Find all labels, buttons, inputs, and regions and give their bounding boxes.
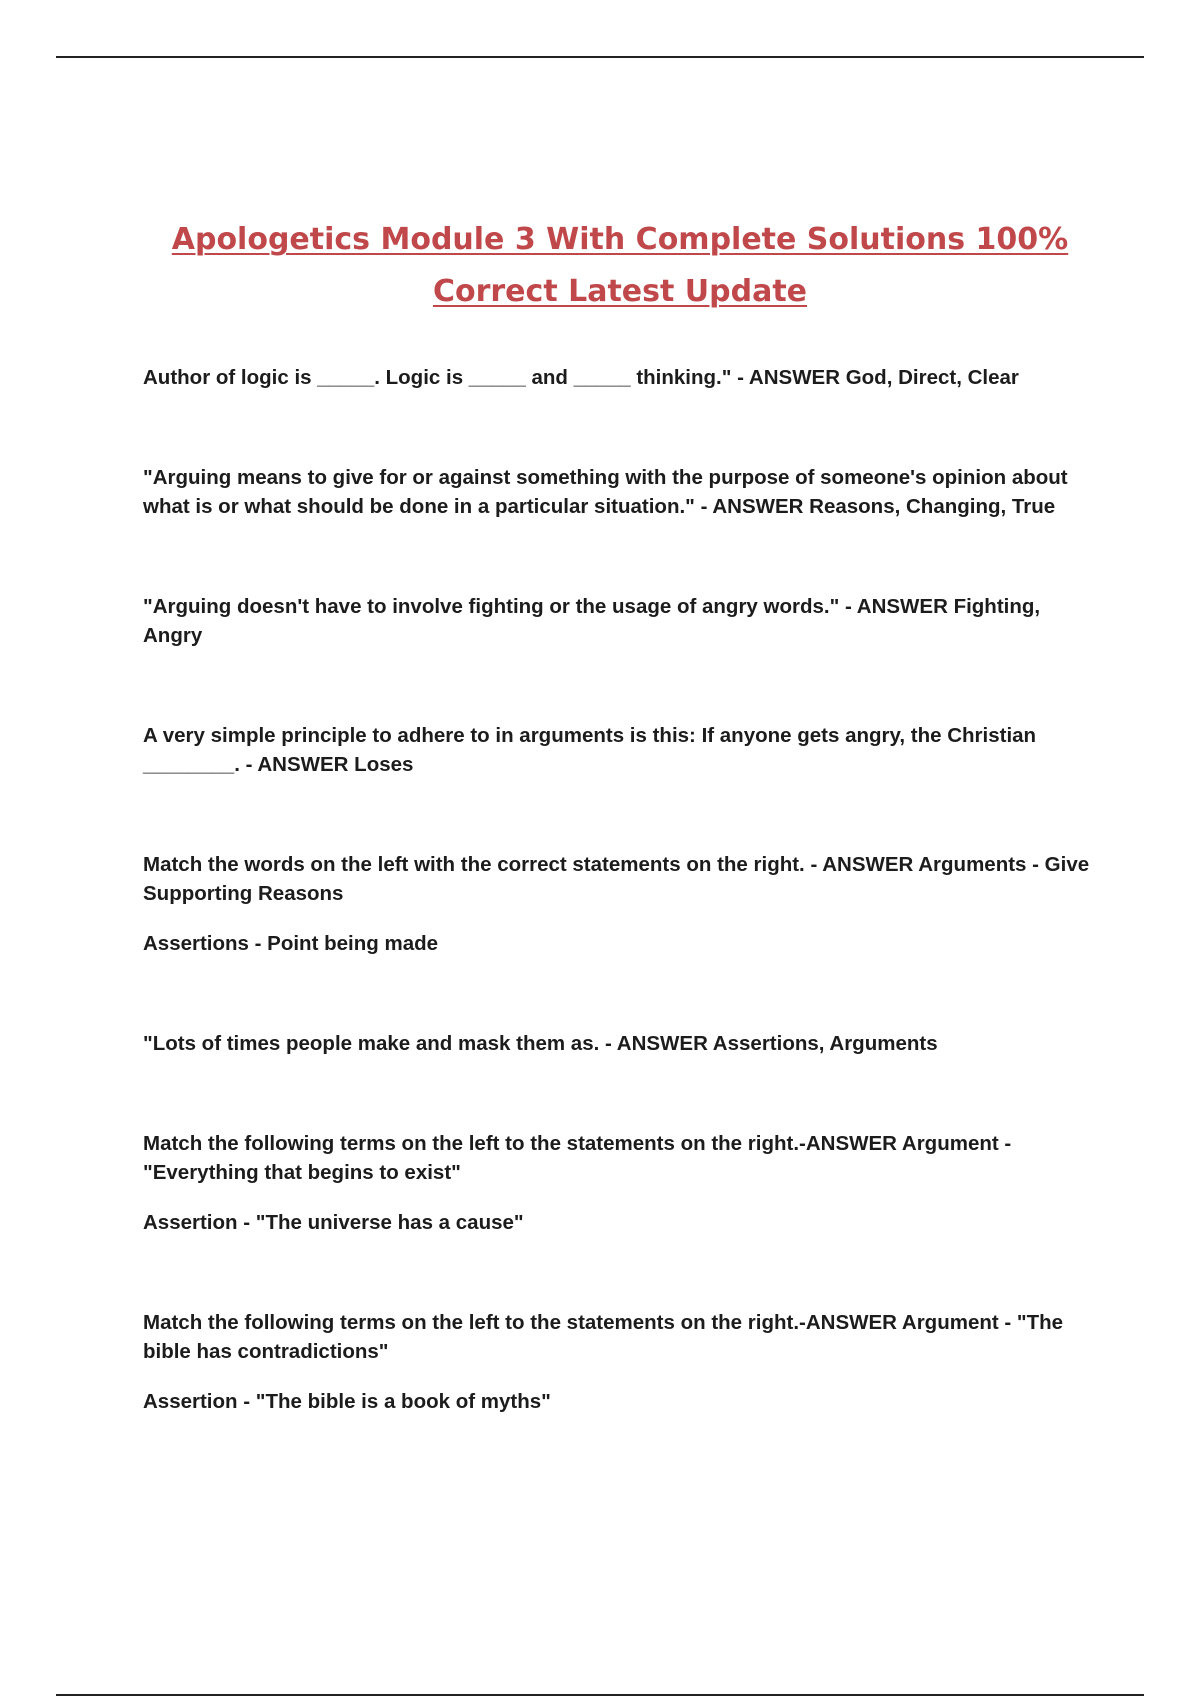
footer-rule bbox=[56, 1694, 1144, 1696]
qa-text: Assertion - "The universe has a cause" bbox=[143, 1211, 524, 1234]
qa-item bbox=[143, 463, 1093, 521]
qa-item bbox=[143, 1308, 1093, 1416]
qa-text: Match the words on the left with the correct statements on the right. - ANSWER Arguments - Give Supporting Reasons bbox=[143, 853, 1090, 905]
header-rule bbox=[56, 56, 1144, 58]
qa-text: "Arguing means to give for or against something with the purpose of someone's opinion about what is or what should be done in a particular situation." - ANSWER Reasons, Changing, True bbox=[143, 466, 1068, 518]
question-list bbox=[143, 363, 1093, 1416]
qa-item bbox=[143, 850, 1093, 958]
title-line-1: Apologetics Module 3 With Complete Solutions 100% bbox=[171, 222, 1069, 258]
qa-text: Assertions - Point being made bbox=[143, 932, 439, 955]
qa-item bbox=[143, 1029, 1093, 1058]
qa-item bbox=[143, 363, 1093, 392]
qa-item bbox=[143, 1129, 1093, 1237]
title-line-2: Correct Latest Update bbox=[432, 274, 808, 310]
document-title bbox=[140, 214, 1100, 318]
qa-item bbox=[143, 592, 1093, 650]
qa-item bbox=[143, 721, 1093, 779]
qa-text: "Arguing doesn't have to involve fighting or the usage of angry words." - ANSWER Fighting, Angry bbox=[143, 595, 1041, 647]
qa-text: Assertion - "The bible is a book of myths" bbox=[143, 1390, 551, 1413]
qa-text: Author of logic is _____. Logic is _____ and _____ thinking." - ANSWER God, Direct, Clear bbox=[143, 366, 1019, 389]
qa-text: A very simple principle to adhere to in arguments is this: If anyone gets angry, the Christian ________. - ANSWER Loses bbox=[143, 724, 1037, 776]
qa-text: Match the following terms on the left to the statements on the right.-ANSWER Argument - "The bible has contradictions" bbox=[143, 1311, 1064, 1363]
qa-text: "Lots of times people make and mask them as. - ANSWER Assertions, Arguments bbox=[143, 1032, 938, 1055]
qa-text: Match the following terms on the left to the statements on the right.-ANSWER Argument - "Everything that begins to exist" bbox=[143, 1132, 1012, 1184]
